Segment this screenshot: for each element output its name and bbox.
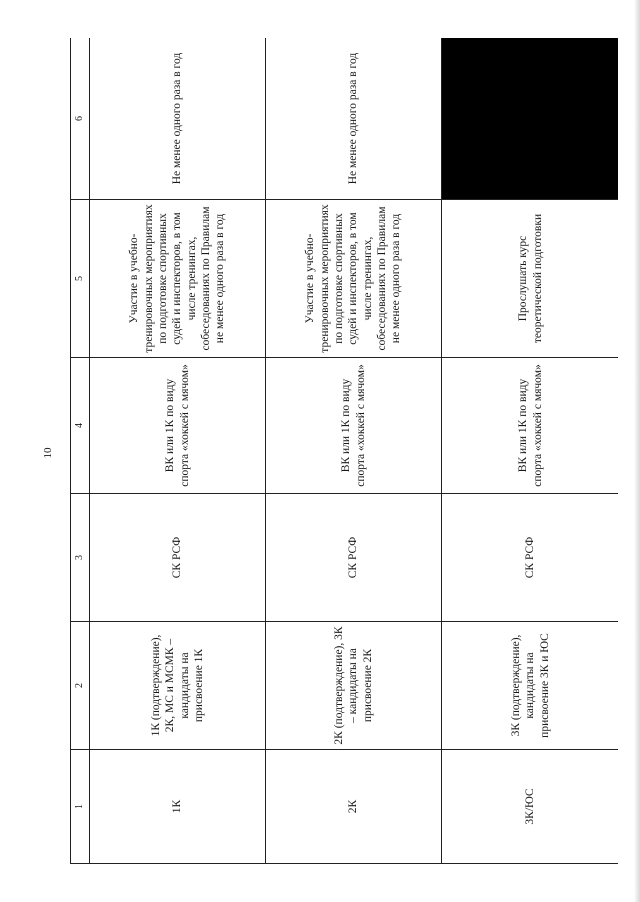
- table-row: [90, 38, 266, 864]
- candidates-cell: 3К (подтверждение), кандидаты на присвоение 3К и ЮС: [442, 622, 619, 750]
- category-cell: 1К: [90, 750, 266, 864]
- table-wrapper: [70, 38, 618, 864]
- rotated-page-content: [70, 38, 618, 864]
- table-row: [442, 38, 619, 864]
- category-cell: 2К: [266, 750, 442, 864]
- requirements-table: [70, 38, 618, 864]
- organization-cell: СК РСФ: [266, 494, 442, 622]
- qualification-cell: ВК или 1К по виду спорта «хоккей с мячом»: [442, 358, 619, 494]
- frequency-cell: Не менее одного раза в год: [90, 38, 266, 200]
- frequency-cell: Не менее одного раза в год: [266, 38, 442, 200]
- column-header-5: 5: [71, 200, 90, 358]
- qualification-cell: ВК или 1К по виду спорта «хоккей с мячом»: [90, 358, 266, 494]
- scan-edge-shadow: [634, 0, 640, 902]
- column-header-3: 3: [71, 494, 90, 622]
- organization-cell: СК РСФ: [90, 494, 266, 622]
- requirement-cell: Участие в учебно-тренировочных мероприятиях по подготовке спортивных судей и инспекторов, в том числе тренингах, собеседованиях по Правилам не менее одного раза в год: [90, 200, 266, 358]
- category-cell: 3К/ЮС: [442, 750, 619, 864]
- header-row: [71, 38, 90, 864]
- column-header-2: 2: [71, 622, 90, 750]
- qualification-cell: ВК или 1К по виду спорта «хоккей с мячом»: [266, 358, 442, 494]
- requirement-cell: Прослушать курс теоретической подготовки: [442, 200, 619, 358]
- requirement-cell: Участие в учебно-тренировочных мероприятиях по подготовке спортивных судей и инспекторов, в том числе тренингах, собеседованиях по Правилам не менее одного раза в год: [266, 200, 442, 358]
- candidates-cell: 1К (подтверждение), 2К, МС и МСМК – кандидаты на присвоение 1К: [90, 622, 266, 750]
- column-header-4: 4: [71, 358, 90, 494]
- column-header-6: 6: [71, 38, 90, 200]
- column-header-1: 1: [71, 750, 90, 864]
- table-row: [266, 38, 442, 864]
- page-number: 10: [42, 447, 54, 459]
- candidates-cell: 2К (подтверждение), 3К – кандидаты на присвоение 2К: [266, 622, 442, 750]
- redacted-cell: [442, 38, 619, 200]
- organization-cell: СК РСФ: [442, 494, 619, 622]
